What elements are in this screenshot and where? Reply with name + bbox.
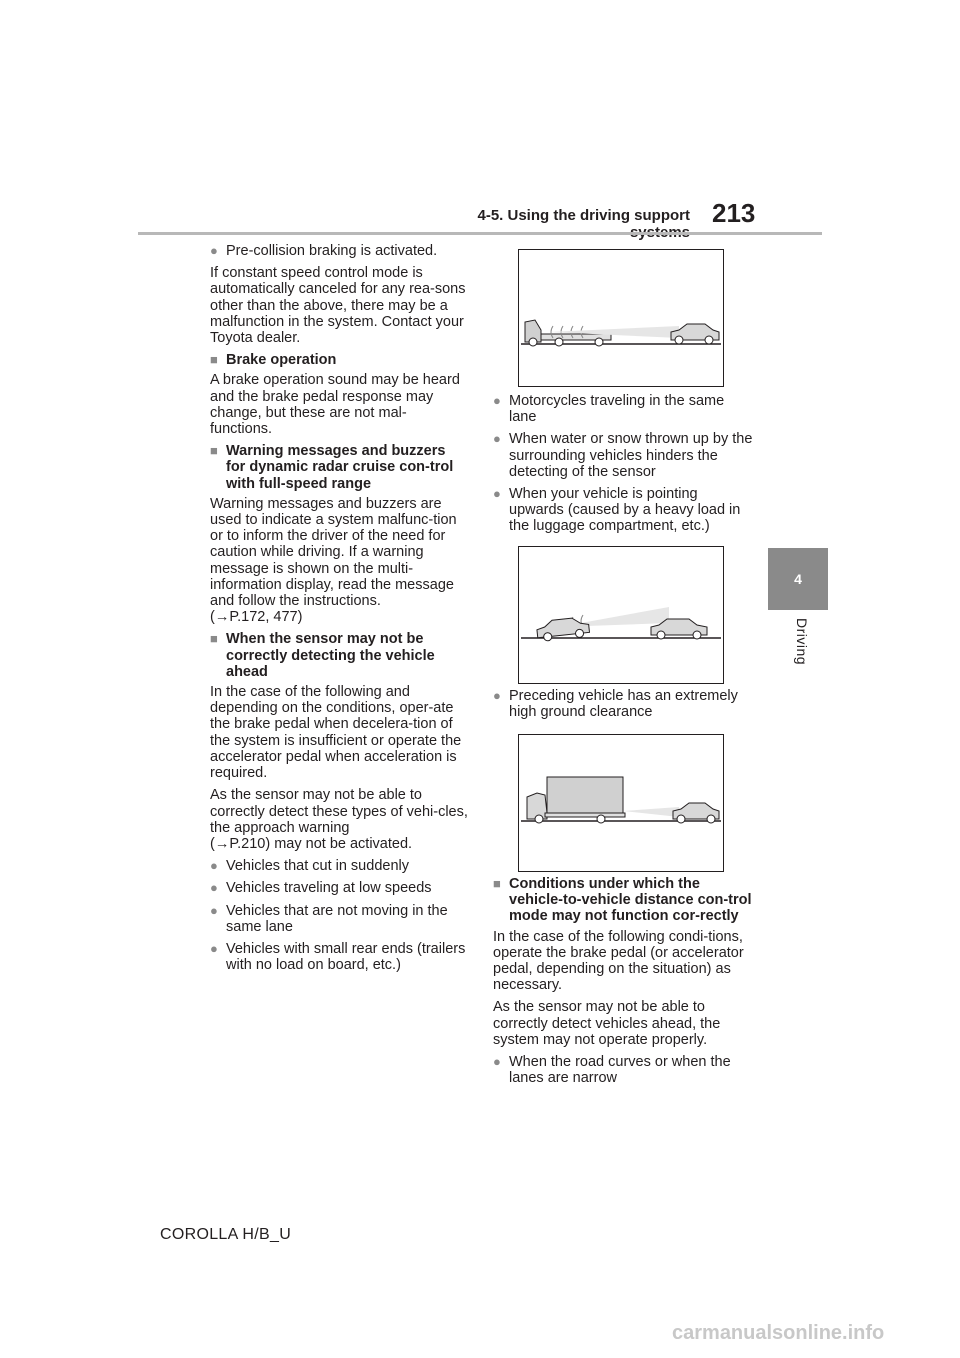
- paragraph: If constant speed control mode is automatically canceled for any rea-sons other than the above, there may be a malfunction in the system. Contact your Toyota dealer.: [210, 265, 466, 347]
- high-clearance-illustration-icon: [519, 735, 723, 871]
- header-divider: [138, 232, 822, 235]
- paragraph: A brake operation sound may be heard and the brake pedal response may change, but these are not mal-functions.: [210, 372, 460, 438]
- bullet-item: ● Vehicles with small rear ends (trailers with no load on board, etc.): [210, 941, 468, 973]
- trailer-illustration-icon: [519, 250, 723, 386]
- illustration-small-rear-trailer: [518, 249, 724, 387]
- bullet-item: ● When the road curves or when the lanes are narrow: [493, 1054, 753, 1086]
- left-column: [210, 243, 468, 979]
- paragraph: In the case of the following and depending on the conditions, oper-ate the brake pedal when decelera-tion of the system is insufficient or operate the accelerator pedal when acceleration is required.: [210, 684, 462, 782]
- watermark: carmanualsonline.info: [672, 1322, 885, 1344]
- paragraph: In the case of the following condi-tions, operate the brake pedal (or accelerator pedal, depending on the situation) as necessary.: [493, 928, 744, 994]
- footer-model-code: COROLLA H/B_U: [160, 1226, 292, 1243]
- subheading-warning-messages: ■ Warning messages and buzzers for dynamic radar cruise con-trol with full-speed range: [210, 443, 468, 492]
- paragraph: [210, 496, 468, 609]
- pointing-up-illustration-icon: [519, 547, 723, 683]
- subheading-sensor-detection: ■ When the sensor may not be correctly detecting the vehicle ahead: [210, 631, 468, 680]
- subheading-brake-operation: ■ Brake operation: [210, 352, 468, 368]
- page-reference-link[interactable]: (→P.172, 477): [210, 609, 303, 626]
- bullet-item: ● Vehicles traveling at low speeds: [210, 880, 468, 896]
- paragraph: [210, 787, 468, 836]
- bullet-item: ● Vehicles that cut in suddenly: [210, 858, 468, 874]
- bullet-item: ● Preceding vehicle has an extremely high ground clearance: [493, 688, 753, 720]
- bullet-item: ● Vehicles that are not moving in the same lane: [210, 903, 468, 935]
- illustration-vehicle-pointing-up: [518, 546, 724, 684]
- page-reference-link[interactable]: (→P.210) may not be activated.: [210, 835, 413, 852]
- section-title: 4-5. Using the driving support: [477, 207, 690, 224]
- paragraph-text: As the sensor may not be able to correctly detect these types of vehi-cles, the approach warning: [210, 787, 468, 836]
- right-column-middle: [493, 688, 753, 726]
- illustration-high-ground-clearance: [518, 734, 724, 872]
- bullet-item: ● When water or snow thrown up by the surrounding vehicles hinders the detecting of the sensor: [493, 431, 753, 480]
- paragraph: As the sensor may not be able to correctly detect vehicles ahead, the system may not operate properly.: [493, 999, 721, 1048]
- chapter-label: Driving: [794, 618, 810, 666]
- bullet-item: ● When your vehicle is pointing upwards (caused by a heavy load in the luggage compartment, etc.): [493, 486, 753, 535]
- right-column-bottom: [493, 876, 753, 1092]
- chapter-tab[interactable]: 4: [768, 548, 828, 610]
- paragraph-text: Warning messages and buzzers are used to indicate a system malfunc-tion or to inform the driver of the need for caution while driving. If a warning message is shown on the multi-information display, read the message and follow the instructions.: [210, 495, 457, 610]
- bullet-item: ● Pre-collision braking is activated.: [210, 243, 468, 259]
- page-number: 213: [712, 198, 756, 228]
- subheading-distance-control-conditions: ■ Conditions under which the vehicle-to-vehicle distance con-trol mode may not function cor-rectly: [493, 876, 753, 925]
- right-column-top: [493, 393, 753, 541]
- bullet-item: ● Motorcycles traveling in the same lane: [493, 393, 753, 425]
